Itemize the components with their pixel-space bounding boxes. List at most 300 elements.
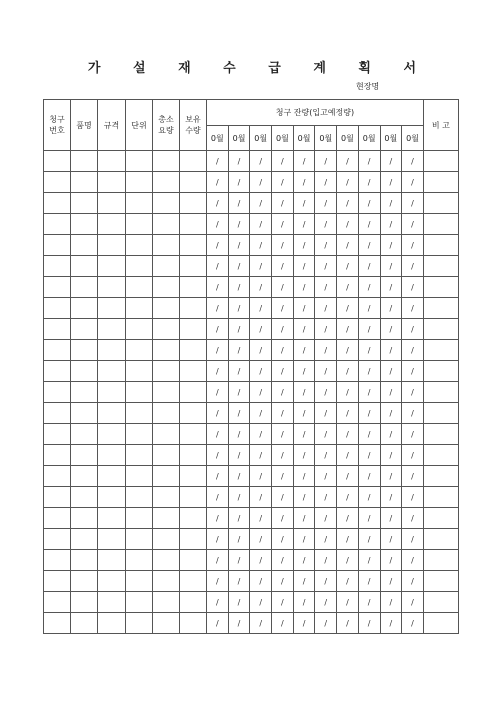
month-quantity-cell[interactable]: / xyxy=(228,235,250,256)
month-quantity-cell[interactable]: / xyxy=(293,613,315,634)
entry-cell[interactable] xyxy=(153,361,180,382)
month-quantity-cell[interactable]: / xyxy=(315,340,337,361)
month-quantity-cell[interactable]: / xyxy=(207,550,229,571)
entry-cell[interactable] xyxy=(180,487,207,508)
entry-cell[interactable] xyxy=(180,445,207,466)
month-quantity-cell[interactable]: / xyxy=(228,256,250,277)
month-quantity-cell[interactable]: / xyxy=(228,214,250,235)
month-quantity-cell[interactable]: / xyxy=(272,256,294,277)
month-quantity-cell[interactable]: / xyxy=(358,298,380,319)
month-quantity-cell[interactable]: / xyxy=(293,571,315,592)
month-quantity-cell[interactable]: / xyxy=(315,298,337,319)
month-quantity-cell[interactable]: / xyxy=(315,529,337,550)
month-quantity-cell[interactable]: / xyxy=(402,487,424,508)
entry-cell[interactable] xyxy=(44,277,71,298)
month-quantity-cell[interactable]: / xyxy=(380,445,402,466)
month-quantity-cell[interactable]: / xyxy=(358,550,380,571)
entry-cell[interactable] xyxy=(153,487,180,508)
entry-cell[interactable] xyxy=(126,382,153,403)
entry-cell[interactable] xyxy=(98,277,126,298)
month-quantity-cell[interactable]: / xyxy=(337,487,359,508)
month-quantity-cell[interactable]: / xyxy=(358,172,380,193)
month-quantity-cell[interactable]: / xyxy=(358,256,380,277)
month-quantity-cell[interactable]: / xyxy=(358,403,380,424)
month-quantity-cell[interactable]: / xyxy=(250,340,272,361)
month-quantity-cell[interactable]: / xyxy=(315,235,337,256)
month-quantity-cell[interactable]: / xyxy=(250,445,272,466)
month-quantity-cell[interactable]: / xyxy=(293,256,315,277)
entry-cell[interactable] xyxy=(98,382,126,403)
entry-cell[interactable] xyxy=(71,277,98,298)
month-quantity-cell[interactable]: / xyxy=(293,466,315,487)
entry-cell[interactable] xyxy=(180,235,207,256)
month-quantity-cell[interactable]: / xyxy=(402,445,424,466)
entry-cell[interactable] xyxy=(44,256,71,277)
entry-cell[interactable] xyxy=(44,319,71,340)
remarks-cell[interactable] xyxy=(423,298,458,319)
month-quantity-cell[interactable]: / xyxy=(207,613,229,634)
month-quantity-cell[interactable]: / xyxy=(337,445,359,466)
month-quantity-cell[interactable]: / xyxy=(207,529,229,550)
month-quantity-cell[interactable]: / xyxy=(293,445,315,466)
month-quantity-cell[interactable]: / xyxy=(380,277,402,298)
month-quantity-cell[interactable]: / xyxy=(315,193,337,214)
entry-cell[interactable] xyxy=(153,529,180,550)
month-quantity-cell[interactable]: / xyxy=(337,529,359,550)
month-quantity-cell[interactable]: / xyxy=(207,193,229,214)
entry-cell[interactable] xyxy=(44,193,71,214)
remarks-cell[interactable] xyxy=(423,487,458,508)
month-quantity-cell[interactable]: / xyxy=(228,172,250,193)
entry-cell[interactable] xyxy=(44,466,71,487)
entry-cell[interactable] xyxy=(180,256,207,277)
entry-cell[interactable] xyxy=(44,445,71,466)
entry-cell[interactable] xyxy=(180,193,207,214)
entry-cell[interactable] xyxy=(44,172,71,193)
entry-cell[interactable] xyxy=(44,403,71,424)
month-quantity-cell[interactable]: / xyxy=(207,592,229,613)
entry-cell[interactable] xyxy=(98,403,126,424)
month-quantity-cell[interactable]: / xyxy=(380,550,402,571)
month-quantity-cell[interactable]: / xyxy=(272,466,294,487)
month-quantity-cell[interactable]: / xyxy=(272,571,294,592)
entry-cell[interactable] xyxy=(98,319,126,340)
month-quantity-cell[interactable]: / xyxy=(250,508,272,529)
entry-cell[interactable] xyxy=(44,214,71,235)
month-quantity-cell[interactable]: / xyxy=(315,361,337,382)
month-quantity-cell[interactable]: / xyxy=(272,529,294,550)
month-quantity-cell[interactable]: / xyxy=(402,172,424,193)
month-quantity-cell[interactable]: / xyxy=(207,424,229,445)
month-quantity-cell[interactable]: / xyxy=(315,550,337,571)
month-quantity-cell[interactable]: / xyxy=(315,382,337,403)
month-quantity-cell[interactable]: / xyxy=(207,361,229,382)
month-quantity-cell[interactable]: / xyxy=(402,151,424,172)
month-quantity-cell[interactable]: / xyxy=(207,256,229,277)
month-quantity-cell[interactable]: / xyxy=(228,340,250,361)
month-quantity-cell[interactable]: / xyxy=(358,424,380,445)
month-quantity-cell[interactable]: / xyxy=(228,361,250,382)
month-quantity-cell[interactable]: / xyxy=(358,193,380,214)
entry-cell[interactable] xyxy=(98,298,126,319)
entry-cell[interactable] xyxy=(71,319,98,340)
month-quantity-cell[interactable]: / xyxy=(315,277,337,298)
month-quantity-cell[interactable]: / xyxy=(402,403,424,424)
month-quantity-cell[interactable]: / xyxy=(337,508,359,529)
entry-cell[interactable] xyxy=(180,361,207,382)
entry-cell[interactable] xyxy=(153,613,180,634)
entry-cell[interactable] xyxy=(98,424,126,445)
month-quantity-cell[interactable]: / xyxy=(402,592,424,613)
entry-cell[interactable] xyxy=(71,151,98,172)
month-quantity-cell[interactable]: / xyxy=(250,382,272,403)
entry-cell[interactable] xyxy=(126,613,153,634)
month-quantity-cell[interactable]: / xyxy=(315,592,337,613)
entry-cell[interactable] xyxy=(153,592,180,613)
month-quantity-cell[interactable]: / xyxy=(380,613,402,634)
month-quantity-cell[interactable]: / xyxy=(207,571,229,592)
entry-cell[interactable] xyxy=(71,235,98,256)
month-quantity-cell[interactable]: / xyxy=(207,172,229,193)
month-quantity-cell[interactable]: / xyxy=(402,277,424,298)
entry-cell[interactable] xyxy=(153,571,180,592)
month-quantity-cell[interactable]: / xyxy=(337,172,359,193)
month-quantity-cell[interactable]: / xyxy=(272,193,294,214)
month-quantity-cell[interactable]: / xyxy=(337,340,359,361)
entry-cell[interactable] xyxy=(153,277,180,298)
remarks-cell[interactable] xyxy=(423,319,458,340)
month-quantity-cell[interactable]: / xyxy=(272,592,294,613)
entry-cell[interactable] xyxy=(126,508,153,529)
entry-cell[interactable] xyxy=(71,550,98,571)
month-quantity-cell[interactable]: / xyxy=(228,277,250,298)
month-quantity-cell[interactable]: / xyxy=(250,319,272,340)
month-quantity-cell[interactable]: / xyxy=(250,613,272,634)
entry-cell[interactable] xyxy=(153,550,180,571)
entry-cell[interactable] xyxy=(153,214,180,235)
entry-cell[interactable] xyxy=(180,508,207,529)
month-quantity-cell[interactable]: / xyxy=(293,424,315,445)
month-quantity-cell[interactable]: / xyxy=(358,529,380,550)
month-quantity-cell[interactable]: / xyxy=(250,235,272,256)
entry-cell[interactable] xyxy=(71,424,98,445)
month-quantity-cell[interactable]: / xyxy=(337,256,359,277)
month-quantity-cell[interactable]: / xyxy=(250,256,272,277)
month-quantity-cell[interactable]: / xyxy=(228,151,250,172)
month-quantity-cell[interactable]: / xyxy=(337,319,359,340)
month-quantity-cell[interactable]: / xyxy=(358,571,380,592)
entry-cell[interactable] xyxy=(126,487,153,508)
month-quantity-cell[interactable]: / xyxy=(207,214,229,235)
month-quantity-cell[interactable]: / xyxy=(337,298,359,319)
month-quantity-cell[interactable]: / xyxy=(250,529,272,550)
month-quantity-cell[interactable]: / xyxy=(250,424,272,445)
month-quantity-cell[interactable]: / xyxy=(337,361,359,382)
month-quantity-cell[interactable]: / xyxy=(293,151,315,172)
entry-cell[interactable] xyxy=(126,193,153,214)
month-quantity-cell[interactable]: / xyxy=(207,340,229,361)
month-quantity-cell[interactable]: / xyxy=(402,529,424,550)
entry-cell[interactable] xyxy=(180,403,207,424)
month-quantity-cell[interactable]: / xyxy=(358,340,380,361)
month-quantity-cell[interactable]: / xyxy=(293,487,315,508)
month-quantity-cell[interactable]: / xyxy=(228,193,250,214)
entry-cell[interactable] xyxy=(71,571,98,592)
entry-cell[interactable] xyxy=(153,382,180,403)
remarks-cell[interactable] xyxy=(423,256,458,277)
month-quantity-cell[interactable]: / xyxy=(358,445,380,466)
month-quantity-cell[interactable]: / xyxy=(380,361,402,382)
entry-cell[interactable] xyxy=(71,466,98,487)
month-quantity-cell[interactable]: / xyxy=(228,382,250,403)
month-quantity-cell[interactable]: / xyxy=(315,172,337,193)
month-quantity-cell[interactable]: / xyxy=(358,361,380,382)
month-quantity-cell[interactable]: / xyxy=(315,466,337,487)
entry-cell[interactable] xyxy=(98,193,126,214)
month-quantity-cell[interactable]: / xyxy=(402,550,424,571)
month-quantity-cell[interactable]: / xyxy=(337,613,359,634)
month-quantity-cell[interactable]: / xyxy=(402,424,424,445)
entry-cell[interactable] xyxy=(126,529,153,550)
month-quantity-cell[interactable]: / xyxy=(293,550,315,571)
month-quantity-cell[interactable]: / xyxy=(293,403,315,424)
entry-cell[interactable] xyxy=(71,487,98,508)
month-quantity-cell[interactable]: / xyxy=(380,382,402,403)
month-quantity-cell[interactable]: / xyxy=(272,403,294,424)
month-quantity-cell[interactable]: / xyxy=(250,487,272,508)
entry-cell[interactable] xyxy=(126,340,153,361)
entry-cell[interactable] xyxy=(126,571,153,592)
entry-cell[interactable] xyxy=(44,235,71,256)
month-quantity-cell[interactable]: / xyxy=(207,487,229,508)
month-quantity-cell[interactable]: / xyxy=(293,529,315,550)
entry-cell[interactable] xyxy=(71,340,98,361)
entry-cell[interactable] xyxy=(44,613,71,634)
remarks-cell[interactable] xyxy=(423,571,458,592)
month-quantity-cell[interactable]: / xyxy=(272,508,294,529)
month-quantity-cell[interactable]: / xyxy=(250,550,272,571)
entry-cell[interactable] xyxy=(153,340,180,361)
month-quantity-cell[interactable]: / xyxy=(402,214,424,235)
month-quantity-cell[interactable]: / xyxy=(228,319,250,340)
month-quantity-cell[interactable]: / xyxy=(293,382,315,403)
month-quantity-cell[interactable]: / xyxy=(380,466,402,487)
remarks-cell[interactable] xyxy=(423,445,458,466)
month-quantity-cell[interactable]: / xyxy=(337,592,359,613)
remarks-cell[interactable] xyxy=(423,466,458,487)
entry-cell[interactable] xyxy=(126,361,153,382)
remarks-cell[interactable] xyxy=(423,172,458,193)
month-quantity-cell[interactable]: / xyxy=(293,172,315,193)
entry-cell[interactable] xyxy=(71,193,98,214)
month-quantity-cell[interactable]: / xyxy=(380,592,402,613)
entry-cell[interactable] xyxy=(98,592,126,613)
month-quantity-cell[interactable]: / xyxy=(380,151,402,172)
entry-cell[interactable] xyxy=(44,487,71,508)
month-quantity-cell[interactable]: / xyxy=(228,424,250,445)
month-quantity-cell[interactable]: / xyxy=(228,487,250,508)
month-quantity-cell[interactable]: / xyxy=(315,151,337,172)
month-quantity-cell[interactable]: / xyxy=(272,340,294,361)
remarks-cell[interactable] xyxy=(423,361,458,382)
month-quantity-cell[interactable]: / xyxy=(250,571,272,592)
remarks-cell[interactable] xyxy=(423,382,458,403)
month-quantity-cell[interactable]: / xyxy=(402,613,424,634)
month-quantity-cell[interactable]: / xyxy=(380,529,402,550)
entry-cell[interactable] xyxy=(44,361,71,382)
month-quantity-cell[interactable]: / xyxy=(207,466,229,487)
month-quantity-cell[interactable]: / xyxy=(250,172,272,193)
month-quantity-cell[interactable]: / xyxy=(337,151,359,172)
month-quantity-cell[interactable]: / xyxy=(293,319,315,340)
month-quantity-cell[interactable]: / xyxy=(207,277,229,298)
entry-cell[interactable] xyxy=(44,298,71,319)
month-quantity-cell[interactable]: / xyxy=(337,571,359,592)
remarks-cell[interactable] xyxy=(423,235,458,256)
month-quantity-cell[interactable]: / xyxy=(358,382,380,403)
month-quantity-cell[interactable]: / xyxy=(207,508,229,529)
month-quantity-cell[interactable]: / xyxy=(315,613,337,634)
entry-cell[interactable] xyxy=(126,424,153,445)
month-quantity-cell[interactable]: / xyxy=(337,424,359,445)
month-quantity-cell[interactable]: / xyxy=(272,214,294,235)
entry-cell[interactable] xyxy=(153,319,180,340)
entry-cell[interactable] xyxy=(153,403,180,424)
month-quantity-cell[interactable]: / xyxy=(402,256,424,277)
entry-cell[interactable] xyxy=(180,277,207,298)
entry-cell[interactable] xyxy=(126,592,153,613)
entry-cell[interactable] xyxy=(44,529,71,550)
remarks-cell[interactable] xyxy=(423,193,458,214)
month-quantity-cell[interactable]: / xyxy=(228,508,250,529)
month-quantity-cell[interactable]: / xyxy=(207,403,229,424)
remarks-cell[interactable] xyxy=(423,424,458,445)
entry-cell[interactable] xyxy=(44,382,71,403)
month-quantity-cell[interactable]: / xyxy=(272,172,294,193)
month-quantity-cell[interactable]: / xyxy=(293,214,315,235)
entry-cell[interactable] xyxy=(98,613,126,634)
entry-cell[interactable] xyxy=(71,403,98,424)
month-quantity-cell[interactable]: / xyxy=(402,361,424,382)
remarks-cell[interactable] xyxy=(423,529,458,550)
month-quantity-cell[interactable]: / xyxy=(402,193,424,214)
entry-cell[interactable] xyxy=(126,319,153,340)
entry-cell[interactable] xyxy=(98,571,126,592)
entry-cell[interactable] xyxy=(153,193,180,214)
entry-cell[interactable] xyxy=(180,424,207,445)
entry-cell[interactable] xyxy=(153,508,180,529)
entry-cell[interactable] xyxy=(126,403,153,424)
entry-cell[interactable] xyxy=(180,298,207,319)
entry-cell[interactable] xyxy=(98,214,126,235)
month-quantity-cell[interactable]: / xyxy=(293,340,315,361)
month-quantity-cell[interactable]: / xyxy=(358,319,380,340)
month-quantity-cell[interactable]: / xyxy=(293,193,315,214)
entry-cell[interactable] xyxy=(98,151,126,172)
entry-cell[interactable] xyxy=(180,529,207,550)
entry-cell[interactable] xyxy=(126,172,153,193)
entry-cell[interactable] xyxy=(98,550,126,571)
month-quantity-cell[interactable]: / xyxy=(380,403,402,424)
entry-cell[interactable] xyxy=(153,151,180,172)
month-quantity-cell[interactable]: / xyxy=(337,193,359,214)
entry-cell[interactable] xyxy=(153,445,180,466)
entry-cell[interactable] xyxy=(126,445,153,466)
entry-cell[interactable] xyxy=(44,151,71,172)
entry-cell[interactable] xyxy=(180,319,207,340)
month-quantity-cell[interactable]: / xyxy=(358,214,380,235)
month-quantity-cell[interactable]: / xyxy=(402,466,424,487)
month-quantity-cell[interactable]: / xyxy=(380,424,402,445)
month-quantity-cell[interactable]: / xyxy=(315,319,337,340)
month-quantity-cell[interactable]: / xyxy=(293,361,315,382)
month-quantity-cell[interactable]: / xyxy=(250,361,272,382)
month-quantity-cell[interactable]: / xyxy=(402,319,424,340)
entry-cell[interactable] xyxy=(71,256,98,277)
month-quantity-cell[interactable]: / xyxy=(250,193,272,214)
entry-cell[interactable] xyxy=(180,550,207,571)
entry-cell[interactable] xyxy=(180,613,207,634)
entry-cell[interactable] xyxy=(71,382,98,403)
month-quantity-cell[interactable]: / xyxy=(272,487,294,508)
month-quantity-cell[interactable]: / xyxy=(272,151,294,172)
entry-cell[interactable] xyxy=(180,466,207,487)
month-quantity-cell[interactable]: / xyxy=(358,613,380,634)
month-quantity-cell[interactable]: / xyxy=(207,319,229,340)
entry-cell[interactable] xyxy=(126,256,153,277)
entry-cell[interactable] xyxy=(180,214,207,235)
month-quantity-cell[interactable]: / xyxy=(358,508,380,529)
entry-cell[interactable] xyxy=(98,340,126,361)
entry-cell[interactable] xyxy=(126,151,153,172)
month-quantity-cell[interactable]: / xyxy=(380,487,402,508)
month-quantity-cell[interactable]: / xyxy=(380,571,402,592)
month-quantity-cell[interactable]: / xyxy=(207,382,229,403)
month-quantity-cell[interactable]: / xyxy=(250,298,272,319)
entry-cell[interactable] xyxy=(71,613,98,634)
entry-cell[interactable] xyxy=(44,508,71,529)
entry-cell[interactable] xyxy=(71,298,98,319)
entry-cell[interactable] xyxy=(71,445,98,466)
entry-cell[interactable] xyxy=(98,172,126,193)
entry-cell[interactable] xyxy=(126,214,153,235)
entry-cell[interactable] xyxy=(180,592,207,613)
month-quantity-cell[interactable]: / xyxy=(293,592,315,613)
month-quantity-cell[interactable]: / xyxy=(402,298,424,319)
remarks-cell[interactable] xyxy=(423,403,458,424)
month-quantity-cell[interactable]: / xyxy=(315,508,337,529)
entry-cell[interactable] xyxy=(71,508,98,529)
entry-cell[interactable] xyxy=(71,592,98,613)
month-quantity-cell[interactable]: / xyxy=(228,445,250,466)
month-quantity-cell[interactable]: / xyxy=(402,382,424,403)
month-quantity-cell[interactable]: / xyxy=(315,403,337,424)
month-quantity-cell[interactable]: / xyxy=(358,151,380,172)
month-quantity-cell[interactable]: / xyxy=(380,235,402,256)
month-quantity-cell[interactable]: / xyxy=(402,571,424,592)
month-quantity-cell[interactable]: / xyxy=(358,592,380,613)
month-quantity-cell[interactable]: / xyxy=(272,550,294,571)
entry-cell[interactable] xyxy=(180,172,207,193)
month-quantity-cell[interactable]: / xyxy=(358,277,380,298)
remarks-cell[interactable] xyxy=(423,592,458,613)
month-quantity-cell[interactable]: / xyxy=(272,235,294,256)
entry-cell[interactable] xyxy=(98,487,126,508)
month-quantity-cell[interactable]: / xyxy=(380,256,402,277)
month-quantity-cell[interactable]: / xyxy=(337,466,359,487)
month-quantity-cell[interactable]: / xyxy=(228,529,250,550)
entry-cell[interactable] xyxy=(126,277,153,298)
